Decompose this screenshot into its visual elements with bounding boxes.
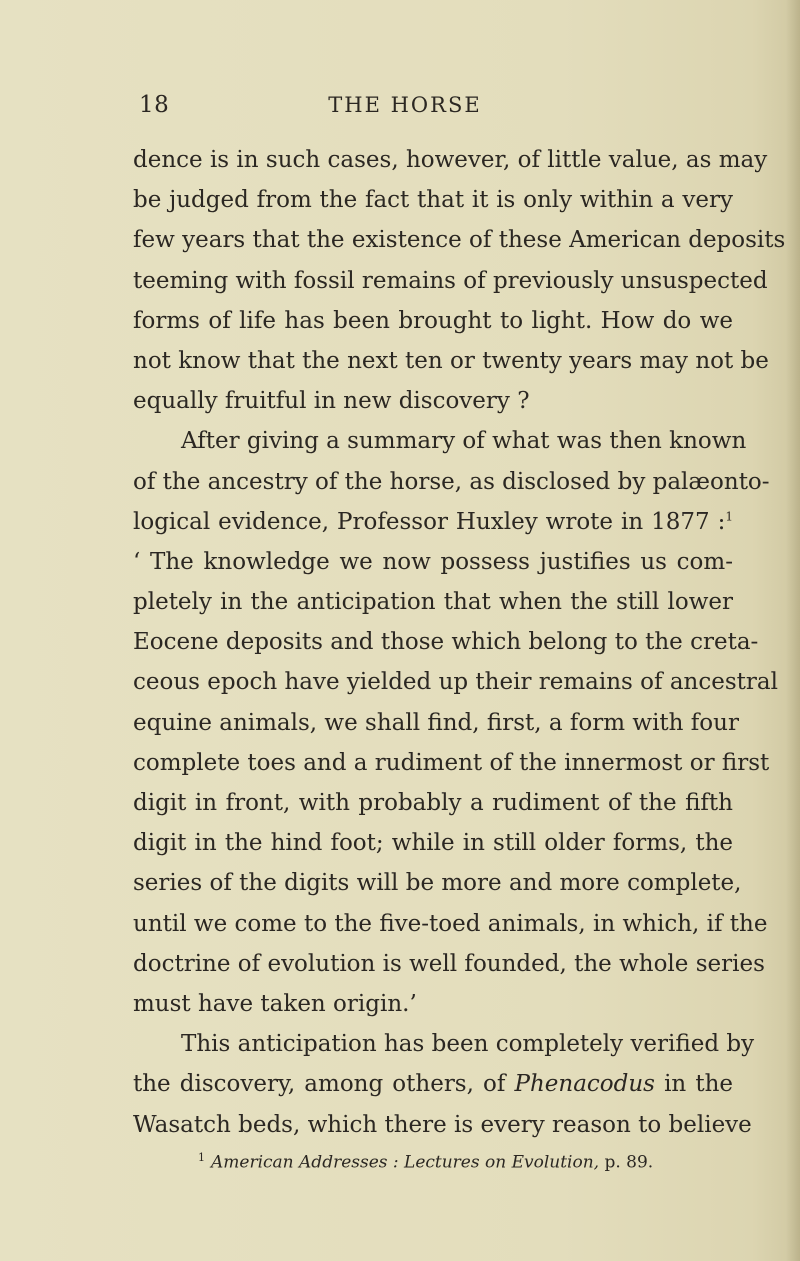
text-line: ceous epoch have yielded up their remains of ancestral [133, 669, 778, 696]
text-line: complete toes and a rudiment of the innermost or first [133, 749, 770, 776]
footnote-title: American Addresses : Lectures on Evolution, [211, 1152, 600, 1173]
text-line: few years that the existence of these American deposits [133, 227, 786, 254]
text-line: be judged from the fact that it is only within a very [133, 187, 733, 214]
text-line: until we come to the five-toed animals, in which, if the [133, 910, 768, 937]
text-line: dence is in such cases, however, of little value, as may [133, 147, 768, 173]
footnote-reference: 1 [725, 509, 733, 524]
text-line: This anticipation has been completely verified by [181, 1031, 755, 1058]
text-line: forms of life has been brought to light. How do we [133, 307, 733, 334]
text-line-with-footnote-ref [133, 502, 733, 542]
text-line: teeming with fossil remains of previously unsuspected [133, 267, 768, 294]
text-line-with-italic [133, 1064, 733, 1104]
text-line: of the ancestry of the horse, as disclosed by palæonto- [133, 468, 770, 495]
italic-genus-name: Phenacodus [514, 1071, 655, 1098]
text-line: series of the digits will be more and more complete, [133, 870, 742, 897]
text-line: pletely in the anticipation that when the still lower [133, 589, 733, 616]
text-line: Eocene deposits and those which belong to the creta- [133, 629, 759, 656]
text-line: digit in front, with probably a rudiment of the fifth [133, 790, 733, 816]
page-header [0, 90, 800, 120]
page-edge-shadow [786, 0, 800, 1261]
body-text [133, 140, 786, 1145]
text-line: Wasatch beds, which there is every reason to believe [133, 1111, 752, 1138]
text-line: ‘ The knowledge we now possess justifies us com- [133, 548, 733, 575]
text-span: in the [664, 1071, 734, 1098]
text-line: not know that the next ten or twenty years may not be [133, 347, 769, 374]
text-line: must have taken origin.’ [133, 990, 417, 1017]
page-number: 18 [139, 92, 170, 118]
text-line: doctrine of evolution is well founded, the whole series [133, 950, 765, 977]
text-line: After giving a summary of what was then known [181, 428, 747, 455]
text-line: digit in the hind foot; while in still older forms, the [133, 830, 733, 857]
text-span: the discovery, among others, of [133, 1071, 506, 1098]
footnote [198, 1146, 653, 1175]
footnote-page-ref: p. 89. [604, 1152, 654, 1173]
text-line: equine animals, we shall find, first, a form with four [133, 709, 739, 736]
footnote-marker: 1 [198, 1151, 205, 1164]
running-head: THE HORSE [328, 93, 482, 117]
text-line: equally fruitful in new discovery ? [133, 388, 530, 415]
text-line-content: logical evidence, Professor Huxley wrote in 1877 : [133, 508, 726, 535]
